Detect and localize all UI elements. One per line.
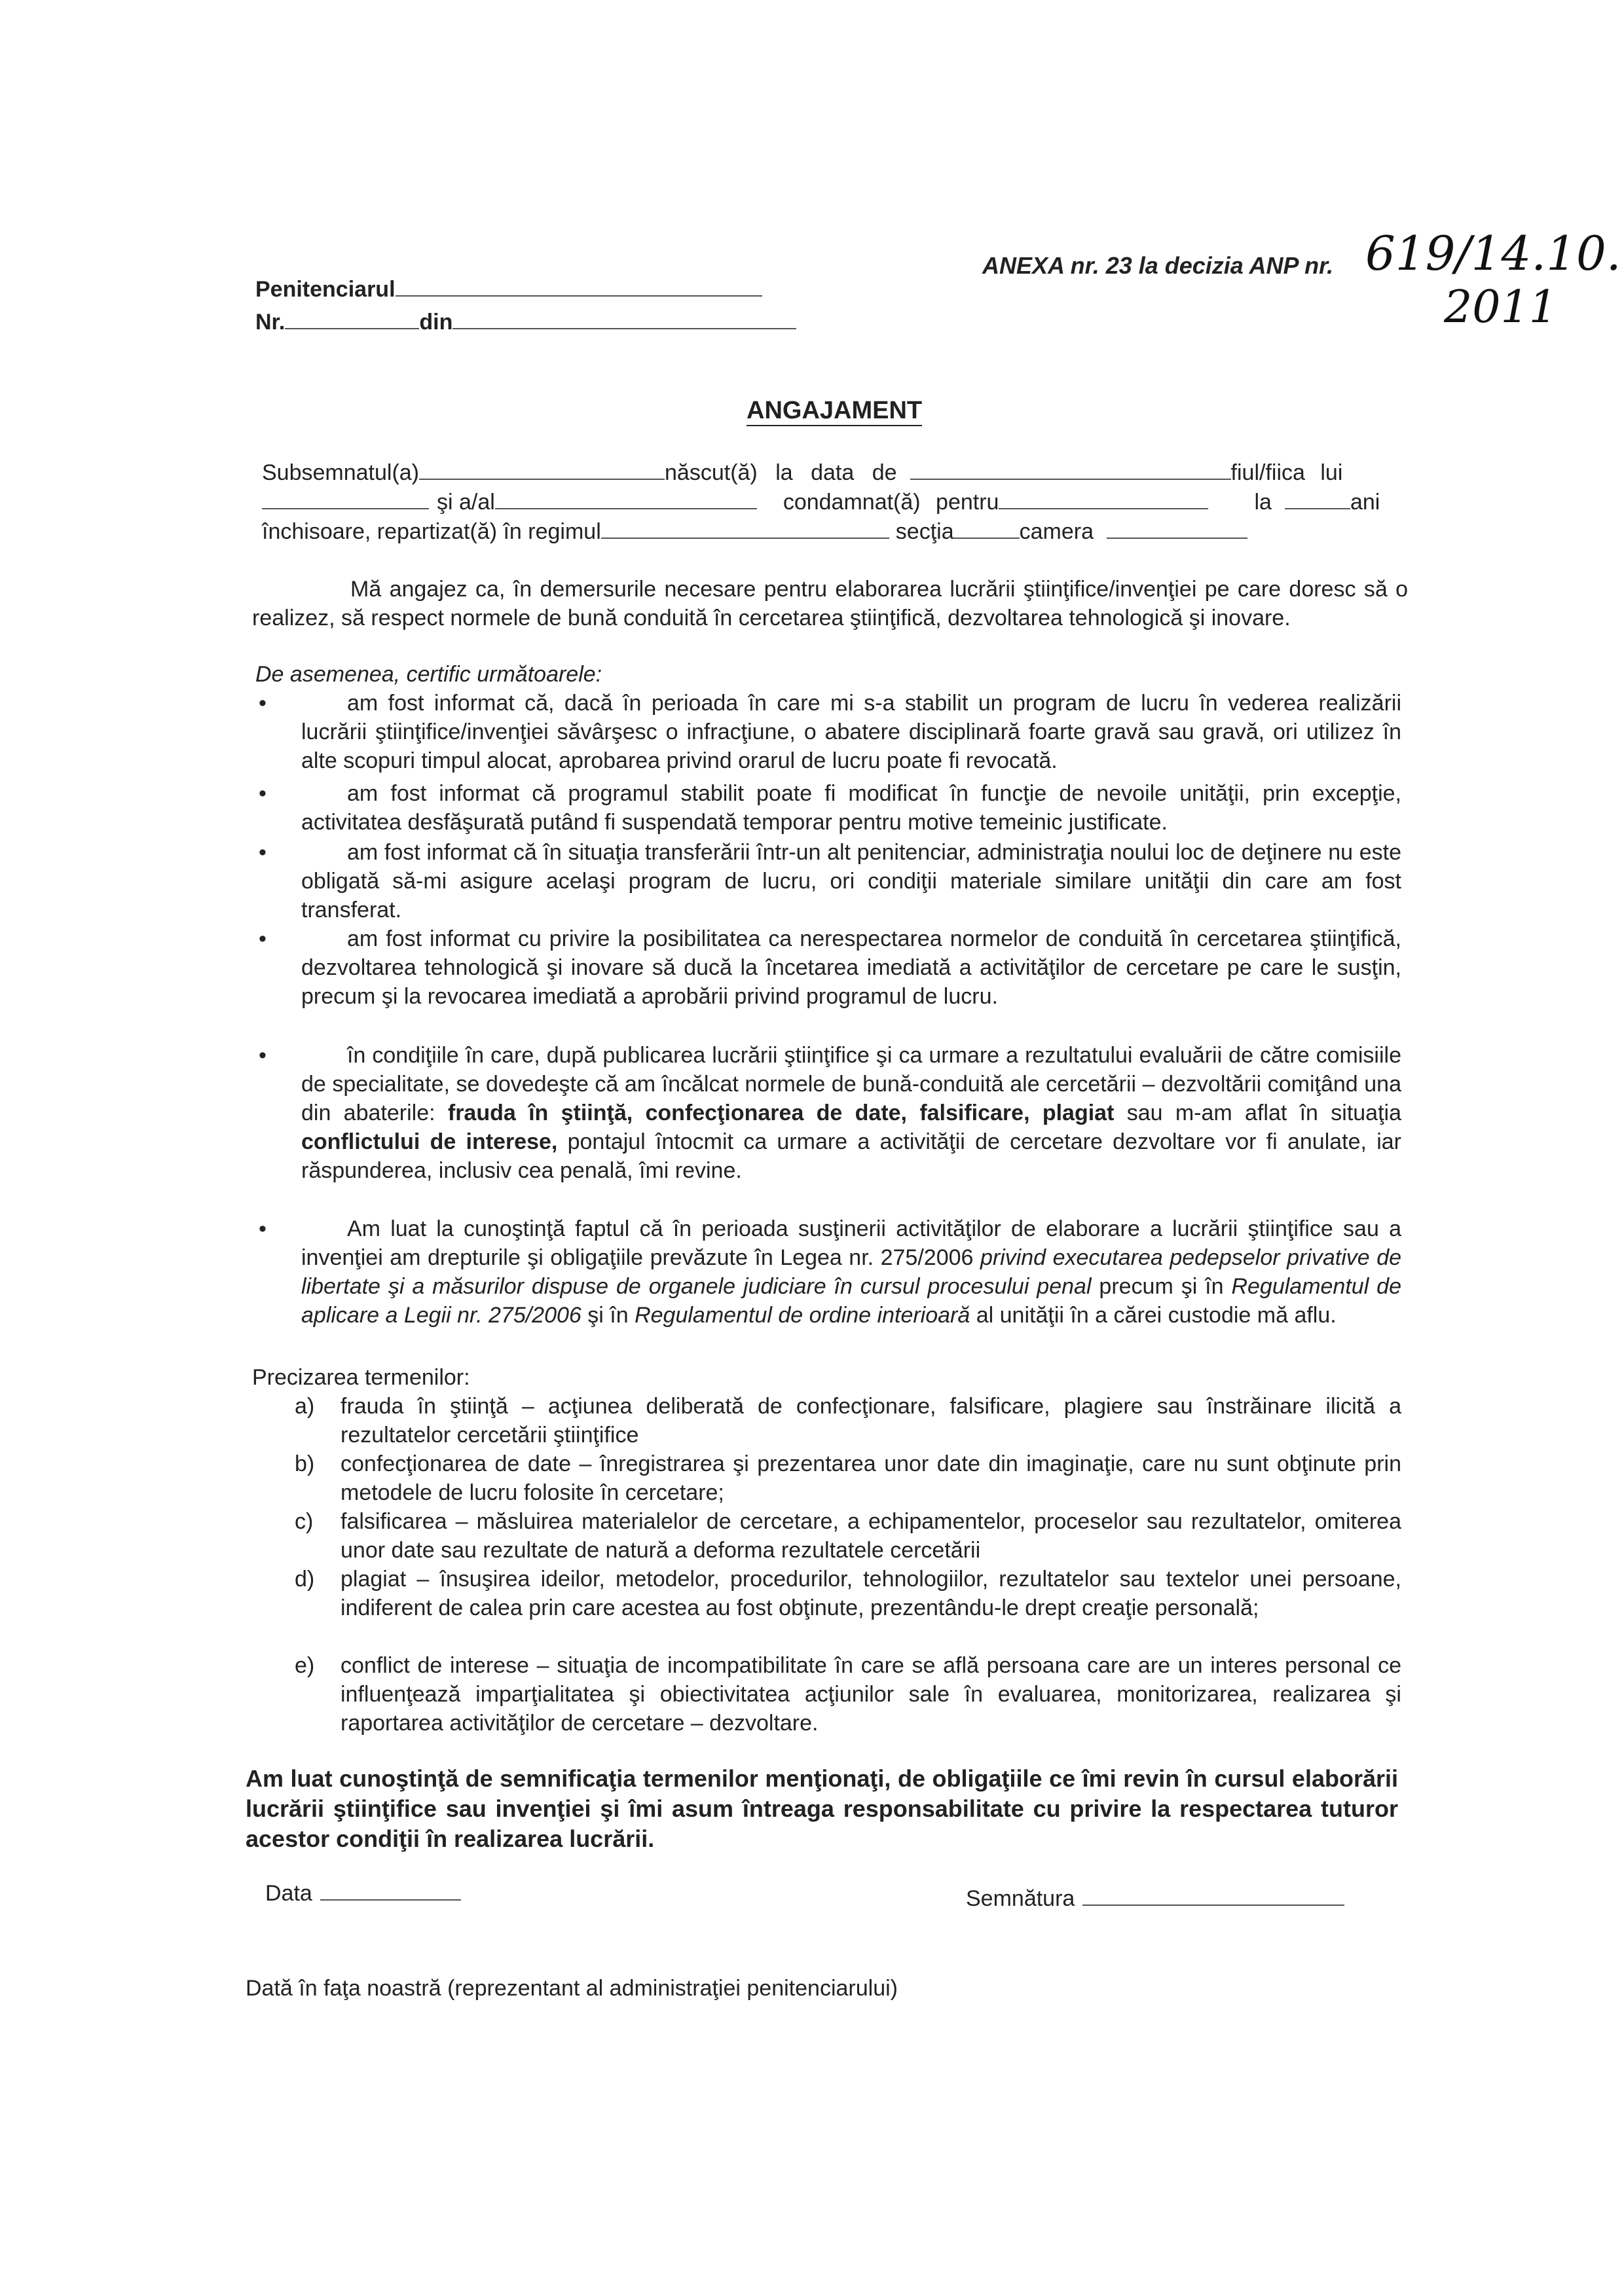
regulation-title: Regulamentul de aplicare a Legii nr. 275/2006 [301, 1274, 1401, 1328]
number-line [255, 308, 796, 337]
section-label: secţia [895, 519, 954, 544]
handwritten-year: 2011 [1444, 282, 1558, 333]
term-c-letter: c) [295, 1509, 314, 1534]
term-e: conflict de interese – situaţia de incompatibilitate în care se află persoana care are un interes personal ce influenţează imparţialitatea şi obiectivitatea acţiunilor sale în evaluarea, monitorizarea, realizarea şi raportarea activităţilor de cercetare – dezvoltare. [341, 1653, 1401, 1736]
convicted-label: condamnat(ă) pentru [783, 490, 999, 515]
father-field[interactable] [262, 488, 429, 509]
annex-reference: ANEXA nr. 23 la decizia ANP nr. [982, 252, 1334, 279]
penitentiary-field[interactable] [396, 276, 762, 297]
date-field[interactable] [320, 1880, 461, 1901]
term-c: falsificarea – măsluirea materialelor de cercetare, a echipamentelor, proceselor sau rezultatelor, omiterea unor date sau rezultate de natură a deforma rezultatele cercetării [341, 1509, 1401, 1563]
term-d: plagiat – însuşirea ideilor, metodelor, procedurilor, tehnologiilor, rezultatelor sau textelor unei persoane, indiferent de calea prin care acestea au fost obţinute, prezentându-le drept creaţie personală; [341, 1567, 1401, 1620]
nr-field[interactable] [285, 308, 419, 329]
regime-field[interactable] [601, 518, 889, 539]
name-field[interactable] [419, 459, 665, 480]
penitentiary-label: Penitenciarul [255, 277, 396, 302]
bullet-5-conflict: conflictului de interese, [301, 1129, 558, 1154]
penitentiary-line [255, 275, 762, 304]
prison-regime-label: închisoare, repartizat(ă) în regimul [262, 519, 601, 544]
date-line [265, 1879, 461, 1908]
signature-label: Semnătura [966, 1886, 1075, 1911]
la-label: la [1254, 490, 1272, 515]
bullet-4: am fost informat cu privire la posibilitatea ca nerespectarea normelor de conduită în cercetarea ştiinţifică, dezvoltarea tehnologică şi inovare să ducă la încetarea imediată a activităţilor de cercetare pe care le susţin, precum şi la revocarea imediată a aprobării privind programul de lucru. [301, 926, 1401, 1009]
mother-field[interactable] [495, 488, 757, 509]
closing-statement: Am luat cunoştinţă de semnificaţia termenilor menţionaţi, de obligaţiile ce îmi revin în cursul elaborării lucrării ştiinţifice sau invenţiei şi îmi asum întreaga responsabilitate cu privire la respectarea tuturor acestor condiţii în realizarea lucrării. [246, 1765, 1398, 1852]
intro-paragraph: Mă angajez ca, în demersurile necesare pentru elaborarea lucrării ştiinţifice/invenţiei pe care doresc să o realizez, să respect normele de bună conduită în cercetarea ştiinţifică, dezvoltarea tehnologică şi inovare. [252, 577, 1408, 630]
internal-regulation-title: Regulamentul de ordine interioară [635, 1303, 970, 1328]
bullet-1-dot: • [259, 691, 267, 716]
bullet-1: am fost informat că, dacă în perioada în care mi s-a stabilit un program de lucru în vederea realizării lucrării ştiinţifice/invenţiei săvârşesc o infracţiune, o abatere disciplinară foarte gravă sau gravă, ori utilizez în alte scopuri timpul alocat, aprobarea privind orarul de lucru poate fi revocată. [301, 691, 1401, 773]
son-of-label: fiul/fiica lui [1230, 460, 1343, 485]
handwritten-decision-number: 619/14.10. [1365, 226, 1621, 281]
bullet-3: am fost informat că în situaţia transferării într-un alt penitenciar, administraţia noului loc de deţinere nu este obligată să-mi asigure acelaşi program de lucru, ori condiţii materiale similare unităţii din care am fost transferat. [301, 840, 1401, 922]
terms-heading: Precizarea termenilor: [252, 1365, 470, 1390]
born-label: născut(ă) la data de [665, 460, 897, 485]
years-label: ani [1350, 490, 1380, 515]
page-title: ANGAJAMENT [747, 396, 922, 426]
identity-line-2 [262, 488, 1408, 517]
term-e-letter: e) [295, 1653, 315, 1678]
section-field[interactable] [954, 518, 1020, 539]
room-field[interactable] [1107, 518, 1247, 539]
term-a-letter: a) [295, 1394, 315, 1419]
witness-line: Dată în faţa noastră (reprezentant al administraţiei penitenciarului) [246, 1976, 898, 2001]
term-b: confecţionarea de date – înregistrarea şi prezentarea unor date din imaginaţie, care nu sunt obţinute prin metodele de lucru folosite în cercetare; [341, 1451, 1401, 1505]
term-a: frauda în ştiinţă – acţiunea deliberată de confecţionare, falsificare, plagiere sau înstrăinare ilicită a rezultatelor cercetării ştiinţifice [341, 1394, 1401, 1448]
bullet-4-dot: • [259, 926, 267, 951]
signature-field[interactable] [1082, 1885, 1344, 1906]
bullet-2: am fost informat că programul stabilit poate fi modificat în funcţie de nevoile unităţii, prin excepţie, activitatea desfăşurată putând fi suspendată temporar pentru motive temeinic justificate. [301, 781, 1401, 835]
law-title: privind executarea pedepselor privative de libertate şi a măsurilor dispuse de organele judiciare în cursul procesului penal [301, 1245, 1402, 1299]
identity-line-3 [262, 517, 1408, 546]
term-d-letter: d) [295, 1567, 315, 1592]
signature-line [966, 1884, 1344, 1913]
date-label: Data [265, 1881, 312, 1906]
years-field[interactable] [1285, 488, 1350, 509]
birthdate-field[interactable] [910, 459, 1231, 480]
nr-label: Nr. [255, 310, 286, 335]
din-field[interactable] [452, 308, 796, 329]
and-of-label: şi a/al [437, 490, 495, 515]
din-label: din [419, 310, 453, 335]
bullet-5-offenses: frauda în ştiinţă, confecţionarea de date, falsificare, plagiat [447, 1101, 1115, 1125]
certify-heading: De asemenea, certific următoarele: [255, 662, 602, 687]
bullet-3-dot: • [259, 840, 267, 865]
bullet-5-dot: • [259, 1043, 267, 1068]
bullet-2-dot: • [259, 781, 267, 806]
bullet-6: Am luat la cunoştinţă faptul că în perioada susţinerii activităţilor de elaborare a lucrării ştiinţifice sau a invenţiei am drepturile şi obligaţiile prevăzute în Legea nr. 275/2006 privind executarea pedepselor privative de libertate şi a măsurilor dispuse de organele judiciare în cursul procesului penal precum şi în Regulamentul de aplicare a Legii nr. 275/2006 şi în Regulamentul de ordine interioară al unităţii în a cărei custodie mă aflu. [301, 1216, 1402, 1328]
bullet-6-dot: • [259, 1216, 267, 1241]
offense-field[interactable] [999, 488, 1208, 509]
term-b-letter: b) [295, 1451, 315, 1476]
subsemnatul-label: Subsemnatul(a) [262, 460, 420, 485]
bullet-5: în condiţiile în care, după publicarea lucrării ştiinţifice şi ca urmare a rezultatului evaluării de către comisiile de specialitate, se dovedeşte că am încălcat normele de bună-conduită ale cercetării – dezvoltării comiţând una din abaterile: frauda în ştiinţă, confecţionarea de date, falsificare, plagiat sau m-am aflat în situaţia conflictului de interese, pontajul întocmit ca urmare a activităţii de cercetare dezvoltare vor fi anulate, iar răspunderea, inclusiv cea penală, îmi revine. [301, 1043, 1402, 1183]
room-label: camera [1019, 519, 1094, 544]
identity-line-1 [262, 458, 1408, 487]
